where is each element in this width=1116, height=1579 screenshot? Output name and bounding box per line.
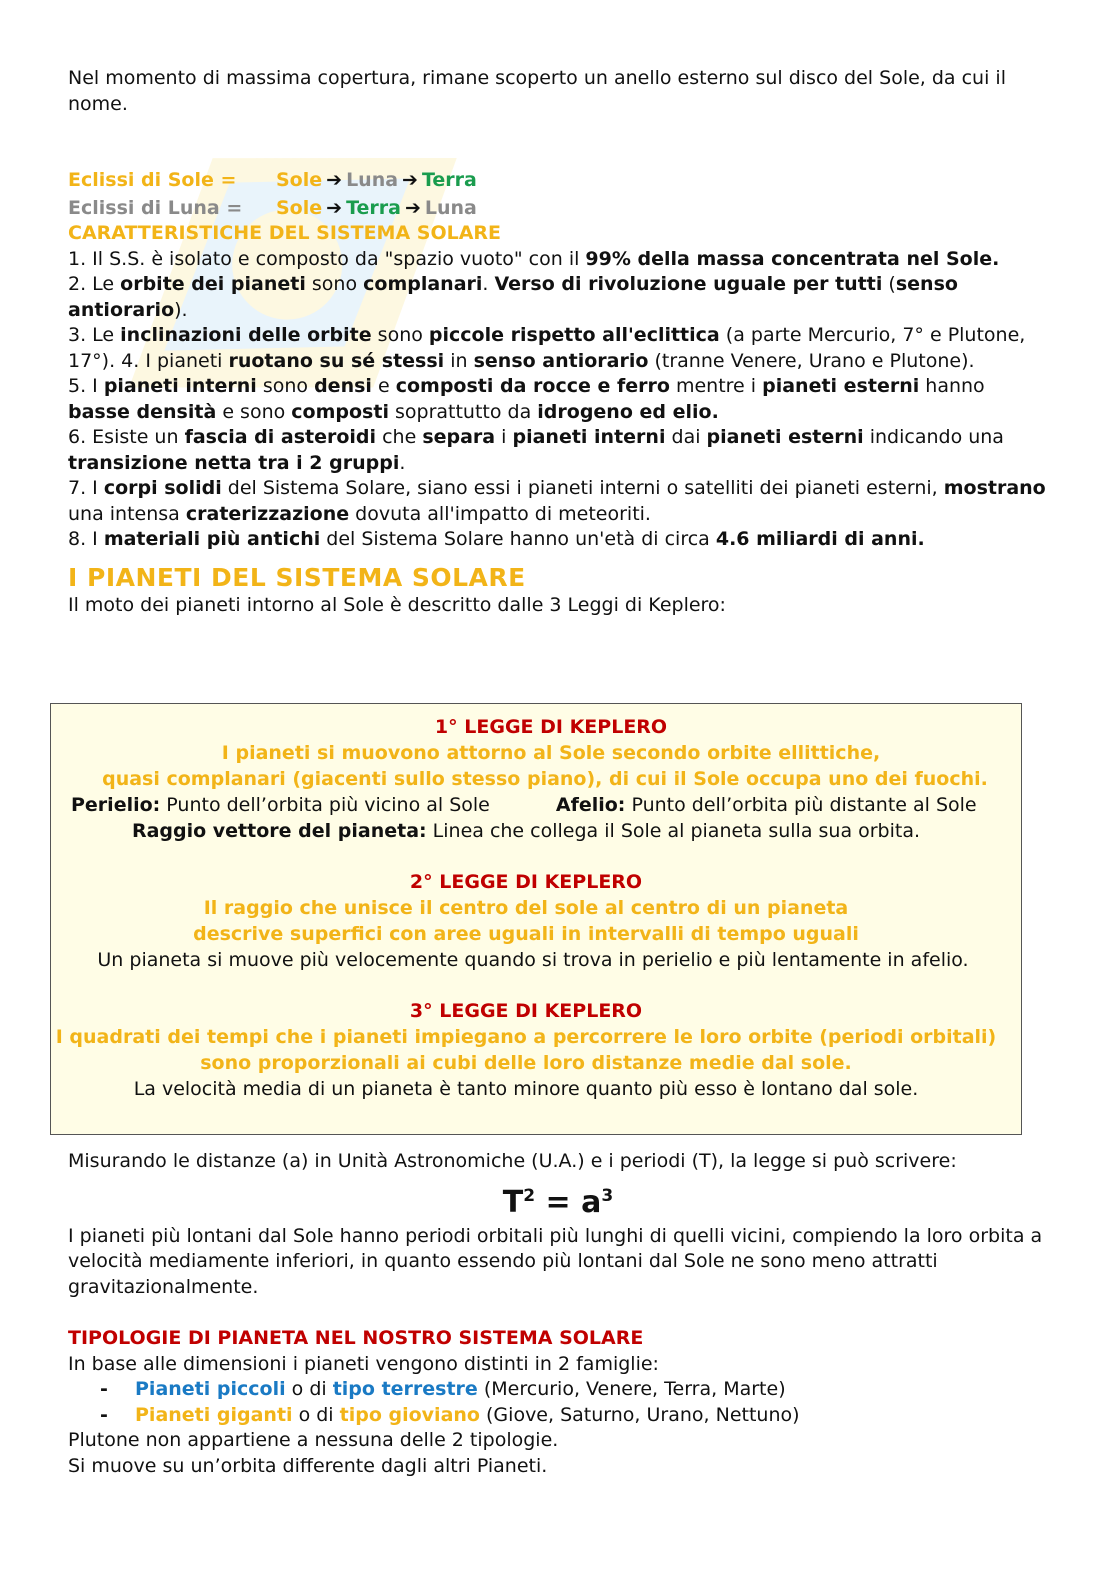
law1-line2: quasi complanari (giacenti sullo stesso piano), di cui il Sole occupa uno dei fuochi. [102,768,988,790]
features-heading: CARATTERISTICHE DEL SISTEMA SOLARE [68,222,502,244]
law3-line1: I quadrati dei tempi che i pianeti impiegano a percorrere le loro orbite (periodi orbitali) [55,1026,997,1048]
arrow-right-icon: ➔ [402,169,418,191]
solar-eclipse-line: Eclissi di Sole = Sole ➔ Luna ➔ Terra [68,168,1048,194]
solar-eclipse-label: Eclissi di Sole = [68,169,237,191]
law1-definitions: Perielio: Punto dell’orbita più vicino al Sole Afelio: Punto dell’orbita più distante al Sole [71,794,977,816]
kepler-formula: $T^2 = a^3$ [502,1184,614,1220]
feature-1: 1. Il S.S. è isolato e composto da "spazio vuoto" con il 99% della massa concentrata nel Sole. [68,247,1000,270]
planet-types-list [68,1377,1048,1428]
law3-line2: sono proporzionali ai cubi delle loro distanze medie dal sole. [200,1052,852,1074]
law1-title: 1° LEGGE DI KEPLERO [434,716,668,738]
types-intro: In base alle dimensioni i pianeti vengono distinti in 2 famiglie: [68,1352,659,1375]
feature-6: 6. Esiste un fascia di asteroidi che separa i pianeti interni dai pianeti esterni indicando una transizione netta tra i 2 gruppi. [68,426,1004,474]
pluto-line-2: Si muove su un’orbita differente dagli altri Pianeti. [68,1454,548,1477]
feature-3: 3. Le inclinazioni delle orbite sono piccole rispetto all'eclittica (a parte Mercurio, 7° e Plutone, 17°). 4. I pianeti ruotano su sé stessi in senso antiorario (tranne Venere, Urano e Plutone). [68,324,1026,372]
arrow-right-icon: ➔ [326,196,343,219]
arrow-right-icon: ➔ [326,169,343,191]
lunar-eclipse-label: Eclissi di Luna = [68,196,243,219]
law1-raggio: Raggio vettore del pianeta: Linea che collega il Sole al pianeta sulla sua orbita. [131,820,921,842]
feature-5: 5. I pianeti interni sono densi e composti da rocce e ferro mentre i pianeti esterni hanno basse densità e sono composti soprattutto da idrogeno ed elio. [68,375,985,423]
list-item: - Pianeti giganti o di tipo gioviano (Giove, Saturno, Urano, Nettuno) [100,1403,800,1426]
lunar-eclipse-line: Eclissi di Luna = Sole ➔ Terra ➔ Luna [68,196,1048,222]
law2-title: 2° LEGGE DI KEPLERO [409,871,643,893]
types-heading: TIPOLOGIE DI PIANETA NEL NOSTRO SISTEMA SOLARE [68,1327,644,1349]
law2-line2: descrive superfici con aree uguali in intervalli di tempo uguali [193,923,859,945]
law2-note: Un pianeta si muove più velocemente quando si trova in perielio e più lentamente in afelio. [97,949,969,971]
formula-intro: Misurando le distanze (a) in Unità Astronomiche (U.A.) e i periodi (T), la legge si può scrivere: [68,1150,957,1172]
feature-8: 8. I materiali più antichi del Sistema Solare hanno un'età di circa 4.6 miliardi di anni. [68,528,925,550]
intro-paragraph: Nel momento di massima copertura, rimane scoperto un anello esterno sul disco del Sole, da cui il nome. [68,67,1006,115]
planets-heading: I PIANETI DEL SISTEMA SOLARE [68,562,526,592]
kepler-laws-box [50,703,1022,1135]
list-item: - Pianeti piccoli o di tipo terrestre (Mercurio, Venere, Terra, Marte) [100,1378,786,1400]
law1-line1: I pianeti si muovono attorno al Sole secondo orbite ellittiche, [221,742,881,764]
pluto-line-1: Plutone non appartiene a nessuna delle 2 tipologie. [68,1429,559,1451]
law3-note: La velocità media di un pianeta è tanto minore quanto più esso è lontano dal sole. [133,1078,919,1100]
arrow-right-icon: ➔ [404,196,421,219]
planets-intro: Il moto dei pianeti intorno al Sole è descritto dalle 3 Leggi di Keplero: [68,593,726,616]
law3-title: 3° LEGGE DI KEPLERO [409,1000,643,1022]
feature-2: 2. Le orbite dei pianeti sono complanari. Verso di rivoluzione uguale per tutti (senso antiorario). [68,273,958,321]
feature-7: 7. I corpi solidi del Sistema Solare, siano essi i pianeti interni o satelliti dei pianeti esterni, mostrano una intensa craterizzazione dovuta all'impatto di meteoriti. [68,477,1046,525]
formula-explanation: I pianeti più lontani dal Sole hanno periodi orbitali più lunghi di quelli vicini, compiendo la loro orbita a velocità mediamente inferiori, in quanto essendo più lontani dal Sole ne sono meno attratti gravitazionalmente. [68,1224,1043,1298]
law2-line1: Il raggio che unisce il centro del sole al centro di un pianeta [203,897,849,919]
